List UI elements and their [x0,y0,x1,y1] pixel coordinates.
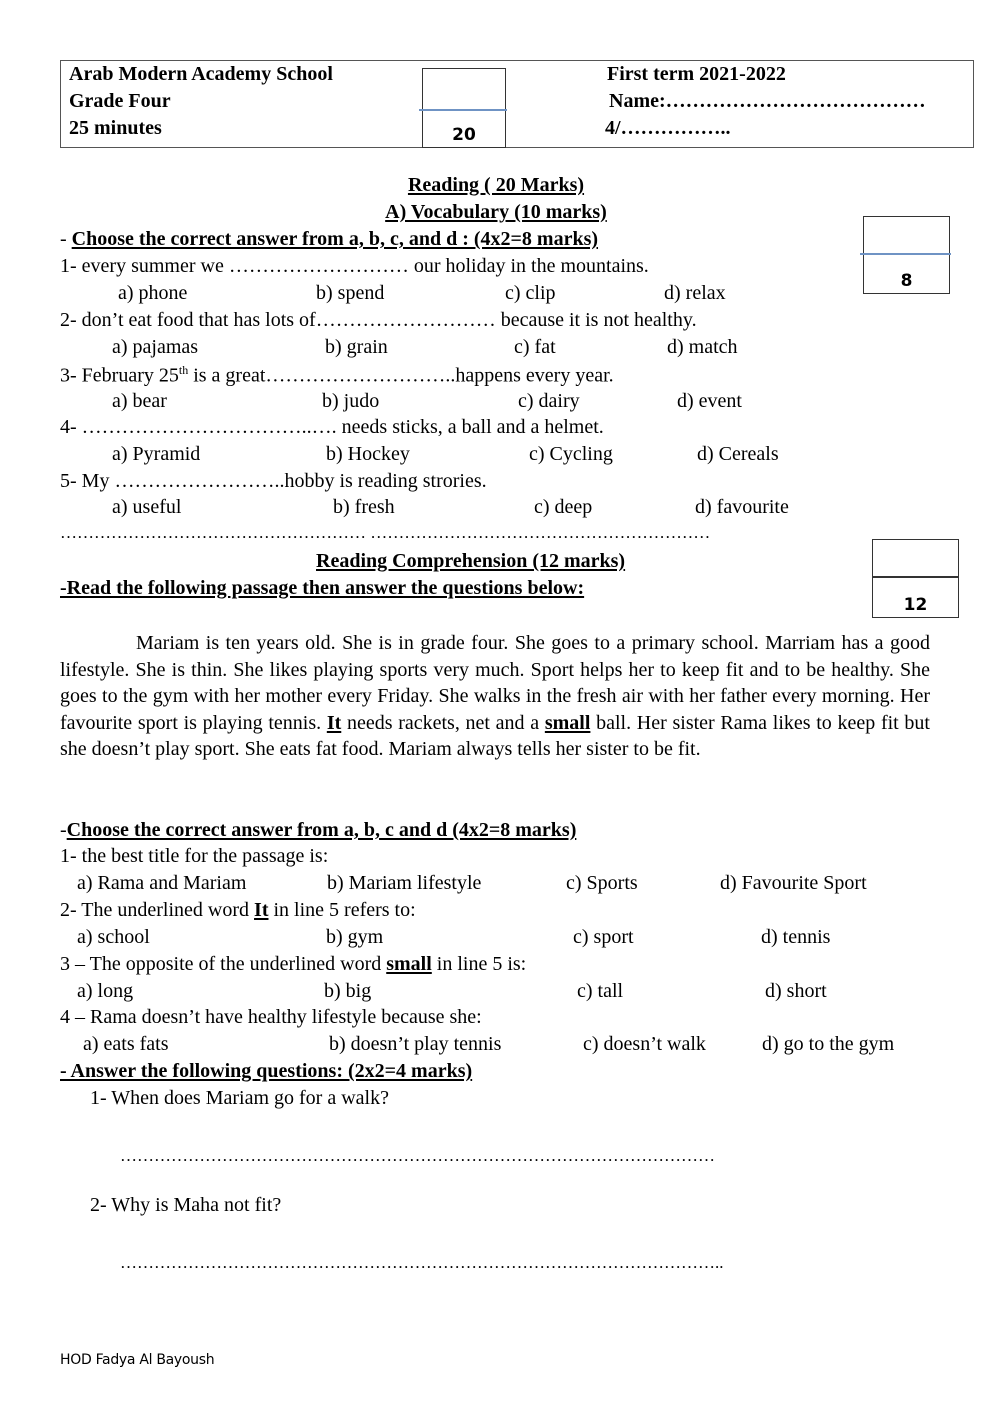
option[interactable]: d) event [677,390,742,412]
option[interactable]: a) Pyramid [112,443,201,465]
option[interactable]: d) short [765,980,827,1002]
option[interactable]: a) school [77,926,150,948]
instruction-text: Choose the correct answer from a, b, c and d (4x2=8 marks) [66,819,577,841]
answer-line-1[interactable]: …………………………………………………………………………………………… [120,1146,715,1165]
score-divider [873,576,958,578]
question-text: 3 – The opposite of the underlined word [60,953,387,975]
option[interactable]: b) judo [322,390,380,412]
vocab-question-5: 5- My ……………………..hobby is reading strories. [60,470,487,492]
term-label: First term 2021-2022 [607,63,786,85]
open-question-1: 1- When does Mariam go for a walk? [90,1087,389,1109]
option[interactable]: b) big [324,980,372,1002]
instruction-prefix: - [60,228,72,250]
question-text: in line 5 is: [431,953,527,975]
vocab-question-3 [60,363,614,388]
question-text: in line 5 refers to: [268,899,416,921]
option[interactable]: d) match [667,336,738,358]
option[interactable]: c) clip [505,282,556,304]
vocab-question-1: 1- every summer we ……………………… our holiday in the mountains. [60,255,649,277]
vocab-score-value: 8 [900,271,913,291]
total-score-box[interactable] [422,68,506,148]
mcq-question-2 [60,899,416,922]
option[interactable]: c) sport [573,926,634,948]
option[interactable]: b) grain [325,336,388,358]
option[interactable]: b) Hockey [326,443,410,465]
option[interactable]: b) spend [316,282,385,304]
reading-title: Reading ( 20 Marks) [407,174,585,196]
class-field[interactable]: 4/…………….. [605,117,731,139]
score-divider [860,253,951,255]
option[interactable]: a) phone [118,282,188,304]
option[interactable]: a) bear [112,390,167,412]
passage-text: ball. Her sister Rama likes to keep fit but she doesn’t play sport. She eats fat food. Mariam always tells her sister to be fit. [60,711,930,760]
option[interactable]: a) eats fats [83,1033,169,1055]
option[interactable]: b) fresh [333,496,395,518]
option[interactable]: b) Mariam lifestyle [327,872,482,894]
grade-label: Grade Four [69,90,171,112]
mcq-question-4: 4 – Rama doesn’t have healthy lifestyle because she: [60,1006,482,1028]
option[interactable]: d) relax [664,282,726,304]
option[interactable]: c) fat [514,336,556,358]
comprehension-score-box[interactable] [872,539,959,618]
option[interactable]: c) Sports [566,872,638,894]
option[interactable]: c) doesn’t walk [583,1033,706,1055]
option[interactable]: c) tall [577,980,624,1002]
option[interactable]: d) tennis [761,926,831,948]
duration-label: 25 minutes [69,117,162,139]
option[interactable]: a) pajamas [112,336,199,358]
question-text: 3- February 25 [60,364,179,387]
option[interactable]: a) Rama and Mariam [77,872,247,894]
option[interactable]: a) useful [112,496,182,518]
vocabulary-title: A) Vocabulary (10 marks) [385,201,607,223]
question-text: is a great………………………..happens every year. [188,364,614,387]
mcq-question-1: 1- the best title for the passage is: [60,845,329,867]
mcq-instruction [60,819,576,842]
instruction-prefix: - [60,819,67,841]
option[interactable]: d) favourite [695,496,789,518]
option[interactable]: b) gym [326,926,384,948]
underlined-word-it: It [326,711,342,734]
score-divider [419,109,507,111]
total-score-value: 20 [452,125,476,145]
vocab-instruction [60,228,598,251]
vocab-question-4: 4- ……………………………..…. needs sticks, a ball and a helmet. [60,416,604,438]
option[interactable]: d) go to the gym [762,1033,895,1055]
option[interactable]: b) doesn’t play tennis [329,1033,502,1055]
passage-instruction: -Read the following passage then answer the questions below: [60,577,585,599]
footer-author: HOD Fadya Al Bayoush [60,1352,215,1368]
ordinal-suffix: th [178,363,189,377]
underlined-word: It [254,899,269,921]
question-text: 2- The underlined word [60,899,255,921]
option[interactable]: d) Cereals [697,443,779,465]
option[interactable]: c) Cycling [529,443,613,465]
section-separator: ……………………………………………… …………………………………………………… [60,523,711,542]
option[interactable]: a) long [77,980,134,1002]
comprehension-title: Reading Comprehension (12 marks) [316,550,626,572]
answer-instruction: - Answer the following questions: (2x2=4 marks) [60,1060,473,1082]
passage-text: Mariam is ten years old. She is in grade four. She goes to a primary school. Marriam has a good lifestyle. She is thin. She likes playing sports very much. Sport helps her to keep fit and to be healthy. She goes to the gym with her mother every Friday. She walks in the fresh air with her father every morning. Her favourite sport is playing tennis. [60,632,930,734]
mcq-question-3 [60,953,526,976]
exam-header [60,60,974,148]
comprehension-score-value: 12 [903,595,928,615]
reading-passage [60,630,930,763]
vocab-question-2: 2- don’t eat food that has lots of……………………… because it is not healthy. [60,309,697,331]
school-name: Arab Modern Academy School [69,63,333,85]
underlined-word-small: small [544,711,591,734]
student-name-field[interactable]: Name:………………………………… [609,90,926,112]
option[interactable]: c) dairy [518,390,580,412]
passage-text: needs rackets, net and a [341,711,545,734]
answer-line-2[interactable]: …………………………………………………………………………………………….. [120,1253,724,1272]
vocab-score-box[interactable] [863,216,950,294]
open-question-2: 2- Why is Maha not fit? [90,1194,282,1216]
option[interactable]: c) deep [534,496,593,518]
instruction-text: Choose the correct answer from a, b, c, and d : (4x2=8 marks) [71,228,599,250]
option[interactable]: d) Favourite Sport [720,872,867,894]
underlined-word: small [386,953,432,975]
